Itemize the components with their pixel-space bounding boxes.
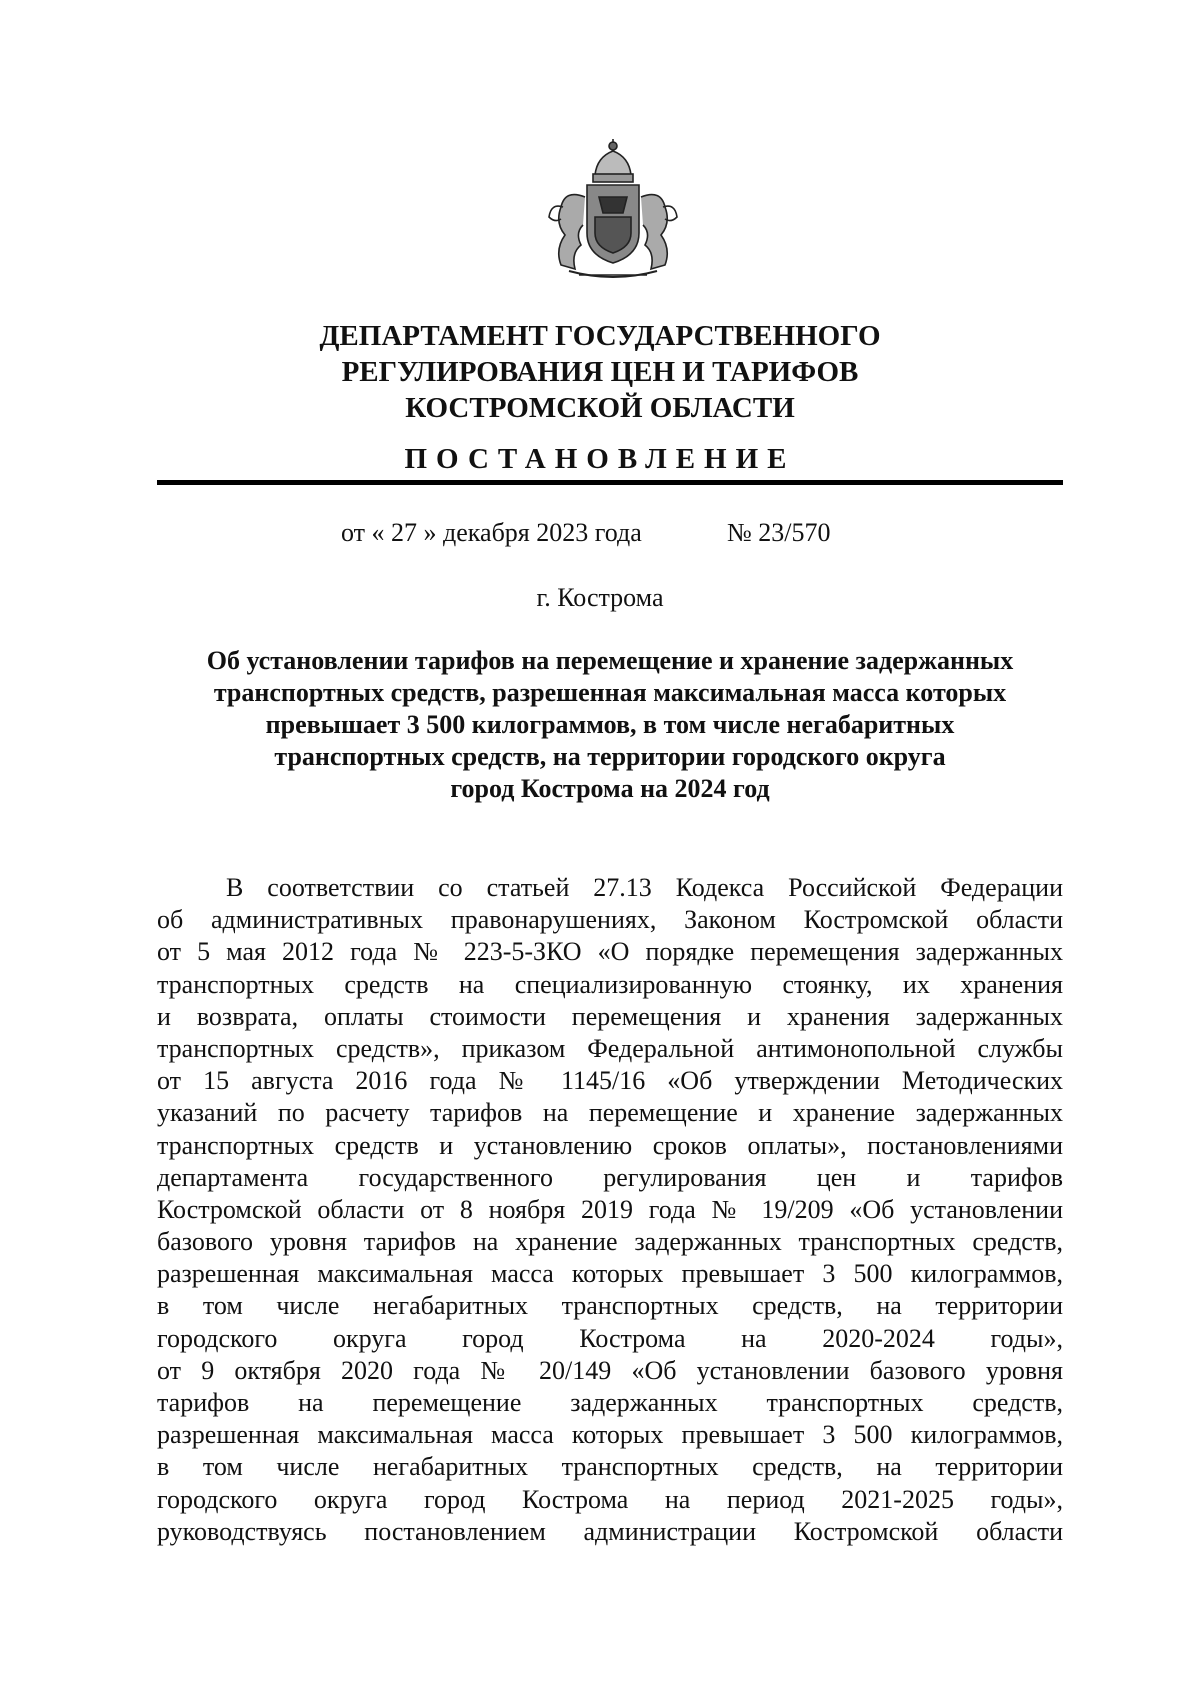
subject-line: транспортных средств, на территории городского округа xyxy=(274,742,946,771)
department-name xyxy=(150,318,1050,426)
department-line: РЕГУЛИРОВАНИЯ ЦЕН И ТАРИФОВ xyxy=(341,356,859,388)
body-line: разрешенная максимальная масса которых превышает 3 500 килограммов, xyxy=(157,1259,1063,1289)
body-line: в том числе негабаритных транспортных средств, на территории xyxy=(157,1291,1063,1321)
body-line: руководствуясь постановлением администрации Костромской области xyxy=(157,1516,1063,1546)
body-line: от 5 мая 2012 года № 223-5-ЗКО «О порядке перемещения задержанных xyxy=(157,937,1063,967)
body-line: и возврата, оплаты стоимости перемещения и хранения задержанных xyxy=(157,1001,1063,1031)
body-line: тарифов на перемещение задержанных транспортных средств, xyxy=(157,1388,1063,1417)
subject-line: город Кострома на 2024 год xyxy=(450,774,770,803)
document-number: № 23/570 xyxy=(727,518,831,547)
body-line: разрешенная максимальная масса которых превышает 3 500 килограммов, xyxy=(157,1420,1063,1450)
body-line: указаний по расчету тарифов на перемещение и хранение задержанных xyxy=(157,1098,1063,1128)
body-line: транспортных средств», приказом Федеральной антимонопольной службы xyxy=(157,1033,1063,1063)
subject-line: транспортных средств, разрешенная максимальная масса которых xyxy=(213,678,1007,707)
subject-line: превышает 3 500 килограммов, в том числе негабаритных xyxy=(265,710,955,739)
body-line: департамента государственного регулирования цен и тарифов xyxy=(157,1162,1063,1192)
document-date: от « 27 » декабря 2023 года xyxy=(341,518,642,547)
body-line: транспортных средств и установлению сроков оплаты», постановлениями xyxy=(157,1130,1063,1160)
body-line: об административных правонарушениях, Законом Костромской области xyxy=(157,905,1063,935)
department-line: ДЕПАРТАМЕНТ ГОСУДАРСТВЕННОГО xyxy=(319,320,881,352)
subject-line: Об установлении тарифов на перемещение и хранение задержанных xyxy=(206,646,1014,675)
body-line: от 9 октября 2020 года № 20/149 «Об установлении базового уровня xyxy=(157,1355,1063,1385)
document-city: г. Кострома xyxy=(536,583,664,612)
body-line: В соответствии со статьей 27.13 Кодекса Российской Федерации xyxy=(226,873,1063,902)
body-line: от 15 августа 2016 года № 1145/16 «Об утверждении Методических xyxy=(157,1066,1063,1096)
department-line: КОСТРОМСКОЙ ОБЛАСТИ xyxy=(405,392,795,424)
coat-of-arms-emblem xyxy=(535,137,691,283)
document-body xyxy=(157,872,1063,1548)
body-line: в том числе негабаритных транспортных средств, на территории xyxy=(157,1452,1063,1482)
document-subject xyxy=(170,645,1050,805)
document-type-title: ПОСТАНОВЛЕНИЕ xyxy=(404,443,796,475)
body-line: городского округа город Кострома на 2020-2024 годы», xyxy=(157,1323,1063,1353)
body-line: Костромской области от 8 ноября 2019 года № 19/209 «Об установлении xyxy=(157,1194,1063,1224)
body-line: базового уровня тарифов на хранение задержанных транспортных средств, xyxy=(157,1227,1063,1257)
header-divider xyxy=(157,480,1063,485)
body-line: городского округа город Кострома на период 2021-2025 годы», xyxy=(157,1484,1063,1514)
body-line: транспортных средств на специализированную стоянку, их хранения xyxy=(157,969,1063,999)
